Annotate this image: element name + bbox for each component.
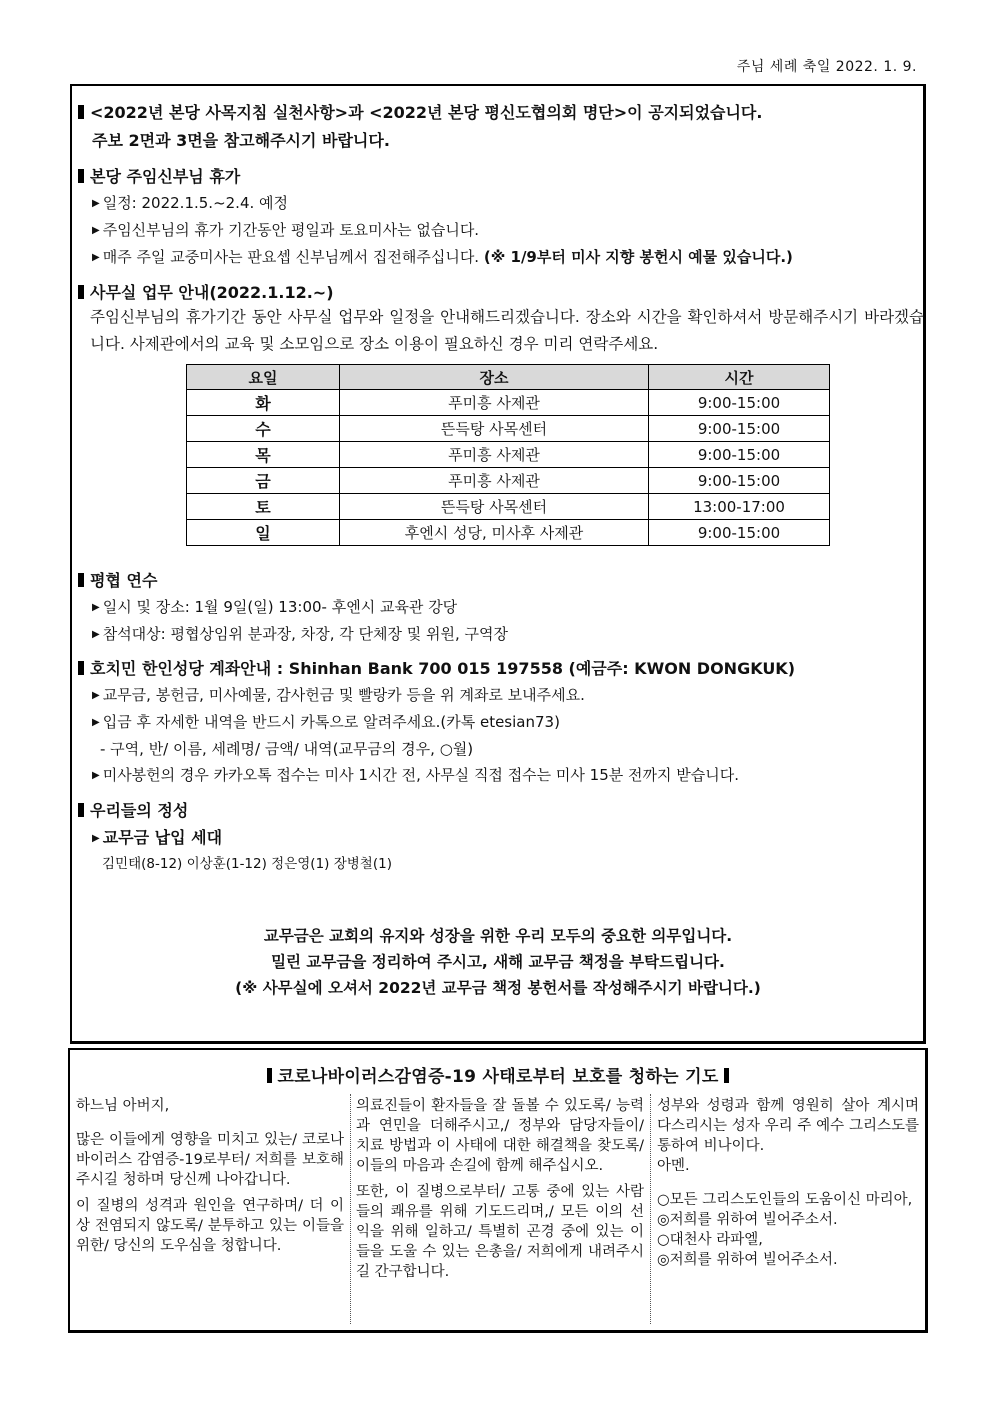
table-cell-place: 푸미흥 사제관 (340, 442, 649, 468)
office-description: 주임신부님의 휴가기간 동안 사무실 업무와 일정을 안내해드리겠습니다. 장소와 시간을 확인하셔서 방문해주시기 바라겠습니다. 사제관에서의 교육 및 소모임으로 장소 이용이 필요하신 경우 미리 연락주세요. (90, 308, 924, 353)
table-cell-day: 수 (187, 416, 340, 442)
prayer-paragraph: 많은 이들에게 영향을 미치고 있는/ 코로나 바이러스 감염증-19로부터/ 저희를 보호해주시길 청하며 당신께 나아갑니다. (76, 1132, 344, 1188)
prayer-column-2 (356, 1096, 644, 1322)
table-cell-place: 뜬득탕 사목센터 (340, 494, 649, 520)
table-row (187, 468, 830, 494)
closing-line-1: 교무금은 교회의 유지와 성장을 위한 우리 모두의 중요한 의무입니다. (263, 927, 733, 945)
table-cell-place: 푸미흥 사제관 (340, 468, 649, 494)
triangle-bullet-icon: ▶ (92, 770, 100, 781)
bullet-square-icon (724, 1068, 729, 1083)
table-row (187, 494, 830, 520)
vacation-item-3: ▶ 매주 주일 교중미사는 판요셉 신부님께서 집전해주십니다. (※ 1/9부터 미사 지향 봉헌시 예물 있습니다.) (92, 248, 793, 266)
table-cell-day: 일 (187, 520, 340, 546)
training-item-2: ▶ 참석대상: 평협상임위 분과장, 차장, 각 단체장 및 위원, 구역장 (92, 625, 508, 643)
prayer-litany-line: ◎저희를 위하여 빌어주소서. (657, 1252, 838, 1268)
notice-title: <2022년 본당 사목지침 실천사항>과 <2022년 본당 평신도협의회 명단>이 공지되었습니다. (78, 100, 762, 123)
table-row (187, 416, 830, 442)
account-item-1: ▶ 교무금, 봉헌금, 미사예물, 감사헌금 및 빨랑카 등을 위 계좌로 보내주세요. (92, 686, 585, 704)
prayer-column-3 (657, 1096, 919, 1322)
training-item-1: ▶ 일시 및 장소: 1월 9일(일) 13:00- 후엔시 교육관 강당 (92, 598, 458, 616)
triangle-bullet-icon: ▶ (92, 629, 100, 640)
bullet-square-icon (78, 661, 84, 675)
triangle-bullet-icon: ▶ (92, 717, 100, 728)
table-cell-place: 푸미흥 사제관 (340, 390, 649, 416)
bullet-square-icon (267, 1068, 272, 1083)
notice-box (70, 84, 926, 1044)
prayer-box (68, 1048, 928, 1333)
table-cell-place: 뜬득탕 사목센터 (340, 416, 649, 442)
triangle-bullet-icon: ▶ (92, 252, 100, 263)
bullet-square-icon (78, 105, 84, 119)
bullet-square-icon (78, 803, 84, 817)
prayer-paragraph: 의료진들이 환자들을 잘 돌볼 수 있도록/ 능력과 연민을 더해주시고,/ 정부와 담당자들이/ 치료 방법과 이 사태에 대한 해결책을 찾도록/ 이들의 마음과 손길에 함께 해주십시오. (356, 1098, 644, 1174)
office-schedule-table (186, 364, 830, 546)
table-cell-time: 9:00-15:00 (649, 390, 830, 416)
table-header-time: 시간 (649, 365, 830, 390)
prayer-column-1 (76, 1096, 344, 1322)
table-row (187, 390, 830, 416)
triangle-bullet-icon: ▶ (92, 225, 100, 236)
prayer-litany-line: ○모든 그리스도인들의 도움이신 마리아, (657, 1192, 913, 1208)
table-header-day: 요일 (187, 365, 340, 390)
closing-line-2: 밀린 교무금을 정리하여 주시고, 새해 교무금 책정을 부탁드립니다. (271, 953, 725, 971)
table-row (187, 520, 830, 546)
bullet-square-icon (78, 573, 84, 587)
vacation-note: (※ 1/9부터 미사 지향 봉헌시 예물 있습니다.) (483, 248, 793, 266)
table-cell-day: 금 (187, 468, 340, 494)
triangle-bullet-icon: ▶ (92, 602, 100, 613)
offering-names: 김민태(8-12) 이상훈(1-12) 정은영(1) 장병철(1) (102, 856, 392, 872)
table-row (187, 442, 830, 468)
table-cell-time: 9:00-15:00 (649, 416, 830, 442)
table-cell-time: 9:00-15:00 (649, 442, 830, 468)
table-header-place: 장소 (340, 365, 649, 390)
bullet-square-icon (78, 169, 84, 183)
prayer-title: 코로나바이러스감염증-19 사태로부터 보호를 청하는 기도 (70, 1062, 926, 1087)
prayer-amen: 아멘. (657, 1158, 690, 1174)
offering-subtitle: ▶ 교무금 납입 세대 (92, 828, 223, 847)
triangle-bullet-icon: ▶ (92, 833, 100, 844)
account-item-3: - 구역, 반/ 이름, 세례명/ 금액/ 내역(교무금의 경우, ○월) (100, 740, 474, 758)
vacation-item-1: ▶ 일정: 2022.1.5.~2.4. 예정 (92, 194, 289, 212)
prayer-litany-line: ◎저희를 위하여 빌어주소서. (657, 1212, 838, 1228)
prayer-paragraph: 이 질병의 성격과 원인을 연구하며/ 더 이상 전염되지 않도록/ 분투하고 있는 이들을 위한/ 당신의 도우심을 청합니다. (76, 1198, 344, 1254)
prayer-litany-line: ○대천사 라파엘, (657, 1232, 763, 1248)
vacation-item-2: ▶ 주임신부님의 휴가 기간동안 평일과 토요미사는 없습니다. (92, 221, 480, 239)
account-title: 호치민 한인성당 계좌안내 : Shinhan Bank 700 015 197558 (예금주: KWON DONGKUK) (78, 656, 795, 679)
prayer-paragraph: 또한, 이 질병으로부터/ 고통 중에 있는 사람들의 쾌유를 위해 기도드리며,/ 모든 이의 선익을 위해 일하고/ 특별히 곤경 중에 있는 이들을 도울 수 있는 은총을/ 저희에게 내려주시길 간구합니다. (356, 1184, 644, 1280)
column-divider (350, 1094, 351, 1324)
bullet-square-icon (78, 285, 84, 299)
table-cell-time: 9:00-15:00 (649, 468, 830, 494)
triangle-bullet-icon: ▶ (92, 690, 100, 701)
triangle-bullet-icon: ▶ (92, 198, 100, 209)
closing-line-3: (※ 사무실에 오셔서 2022년 교무금 책정 봉헌서를 작성해주시기 바랍니다.) (235, 979, 761, 997)
training-title: 평협 연수 (78, 568, 157, 591)
table-cell-time: 9:00-15:00 (649, 520, 830, 546)
table-cell-day: 목 (187, 442, 340, 468)
table-cell-time: 13:00-17:00 (649, 494, 830, 520)
notice-subline: 주보 2면과 3면을 참고해주시기 바랍니다. (92, 131, 390, 150)
office-title: 사무실 업무 안내(2022.1.12.~) (78, 280, 334, 303)
bulletin-date: 주님 세례 축일 2022. 1. 9. (736, 59, 917, 75)
table-cell-day: 화 (187, 390, 340, 416)
table-header-row (187, 365, 830, 390)
offering-title: 우리들의 정성 (78, 798, 188, 821)
prayer-paragraph: 하느님 아버지, (76, 1098, 170, 1114)
table-cell-day: 토 (187, 494, 340, 520)
account-item-4: ▶ 미사봉헌의 경우 카카오톡 접수는 미사 1시간 전, 사무실 직접 접수는 미사 15분 전까지 받습니다. (92, 766, 739, 784)
vacation-title: 본당 주임신부님 휴가 (78, 164, 240, 187)
table-cell-place: 후엔시 성당, 미사후 사제관 (340, 520, 649, 546)
column-divider (650, 1094, 651, 1324)
prayer-paragraph: 성부와 성령과 함께 영원히 살아 계시며 다스리시는 성자 우리 주 예수 그리스도를 통하여 비나이다. (657, 1098, 919, 1154)
account-item-2: ▶ 입금 후 자세한 내역을 반드시 카톡으로 알려주세요.(카톡 etesian73) (92, 713, 560, 731)
